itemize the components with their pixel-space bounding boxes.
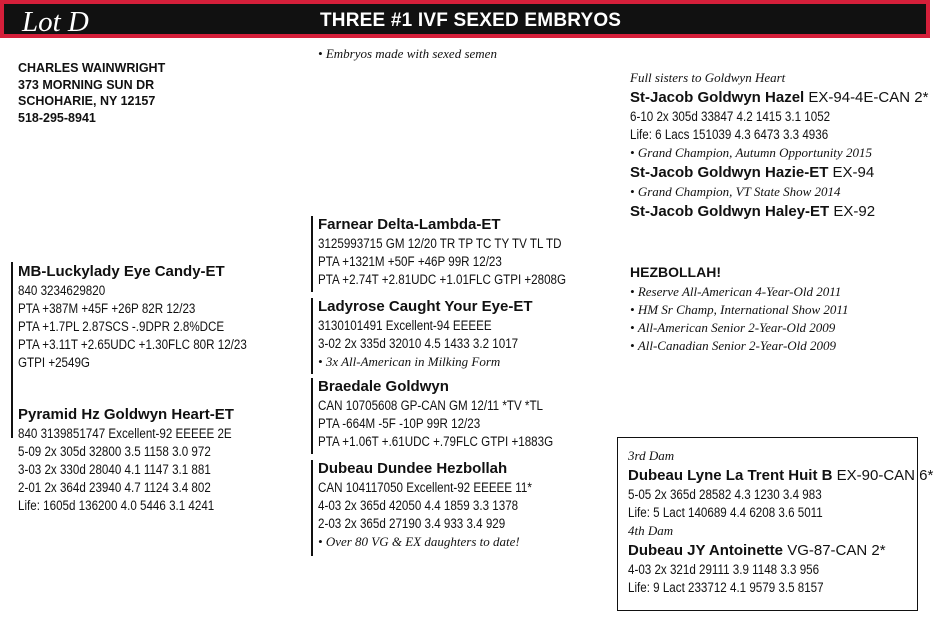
hazel-name: St-Jacob Goldwyn Hazel (630, 89, 805, 106)
hezbollah-block (630, 262, 848, 355)
second-dam-sire-block (318, 376, 591, 451)
lot-label: Lot D (22, 6, 89, 38)
second-dam-line: 5-09 2x 305d 32800 3.5 1158 3.0 972 (18, 444, 211, 459)
hezbollah-note: • Reserve All-American 4-Year-Old 2011 (630, 283, 848, 301)
sire-name: Farnear Delta-Lambda-ET (318, 216, 501, 233)
sire-line: PTA +1321M +50F +46P 99R 12/23 (318, 254, 502, 269)
dam-sire-note: • 3x All-American in Milking Form (318, 353, 551, 371)
lot-header-bar (0, 0, 930, 38)
second-dam-sire-name: Braedale Goldwyn (318, 378, 449, 395)
dam-line: PTA +387M +45F +26P 82R 12/23 (18, 301, 196, 316)
dam-block (18, 261, 284, 372)
haley-name: St-Jacob Goldwyn Haley-ET (630, 203, 830, 220)
hazie-classification: EX-94 (832, 164, 875, 181)
lot-title: THREE #1 IVF SEXED EMBRYOS (320, 10, 622, 31)
dam-sire-block (318, 296, 551, 371)
second-dam-line: 840 3139851747 Excellent-92 EEEEE 2E (18, 426, 232, 441)
hezbollah-note: • All-American Senior 2-Year-Old 2009 (630, 319, 848, 337)
full-sisters-heading: Full sisters to Goldwyn Heart (630, 70, 786, 85)
dam-line: PTA +1.7PL 2.87SCS -.9DPR 2.8%DCE (18, 319, 225, 334)
dam-line: GTPI +2549G (18, 355, 90, 370)
dam-sire-line: 3-02 2x 335d 32010 4.5 1433 3.2 1017 (318, 336, 519, 351)
dam-sire-line: 3130101491 Excellent-94 EEEEE (318, 318, 492, 333)
third-dam-sire-bracket-rule (311, 460, 313, 556)
third-dam-sire-block (318, 458, 567, 551)
consignor-contact (18, 60, 165, 126)
hezbollah-heading: HEZBOLLAH! (630, 264, 721, 280)
consignor-address: 373 MORNING SUN DR (18, 77, 155, 92)
third-dam-sire-line: 4-03 2x 365d 42050 4.4 1859 3.3 1378 (318, 498, 519, 513)
third-dam-sire-line: CAN 104117050 Excellent-92 EEEEE 11* (318, 480, 532, 495)
dam-line: PTA +3.11T +2.65UDC +1.30FLC 80R 12/23 (18, 337, 247, 352)
second-dam-sire-bracket-rule (311, 378, 313, 454)
fourth-dam-record: Life: 9 Lact 233712 4.1 9579 3.5 8157 (628, 580, 824, 595)
hazel-classification: EX-94-4E-CAN 2* (808, 89, 929, 106)
hazel-record: Life: 6 Lacs 151039 4.3 6473 3.3 4936 (630, 127, 829, 142)
hezbollah-note: • HM Sr Champ, International Show 2011 (630, 301, 848, 319)
fourth-dam-label: 4th Dam (628, 523, 674, 538)
haley-classification: EX-92 (833, 203, 876, 220)
fourth-dam-name: Dubeau JY Antoinette (628, 542, 784, 559)
consignor-phone: 518-295-8941 (18, 110, 96, 125)
second-dam-name: Pyramid Hz Goldwyn Heart-ET (18, 406, 234, 423)
second-dam-sire-line: PTA +1.06T +.61UDC +.79FLC GTPI +1883G (318, 434, 554, 449)
consignor-name: CHARLES WAINWRIGHT (18, 61, 166, 75)
third-dam-record: Life: 5 Lact 140689 4.4 6208 3.6 5011 (628, 505, 823, 520)
full-sisters-block (630, 69, 928, 222)
dam-line: 840 3234629820 (18, 283, 106, 298)
dam-bracket-rule (11, 262, 13, 438)
second-dam-line: 3-03 2x 330d 28040 4.1 1147 3.1 881 (18, 462, 211, 477)
sire-line: PTA +2.74T +2.81UDC +1.01FLC GTPI +2808G (318, 272, 567, 287)
second-dam-line: Life: 1605d 136200 4.0 5446 3.1 4241 (18, 498, 215, 513)
second-dam-block (18, 404, 266, 515)
fourth-dam-record: 4-03 2x 321d 29111 3.9 1148 3.3 956 (628, 562, 820, 577)
ancestry-box (617, 437, 934, 611)
sire-block (318, 214, 606, 289)
third-dam-record: 5-05 2x 365d 28582 4.3 1230 3.4 983 (628, 487, 822, 502)
dam-sire-name: Ladyrose Caught Your Eye-ET (318, 298, 533, 315)
third-dam-sire-note: • Over 80 VG & EX daughters to date! (318, 533, 567, 551)
sire-bracket-rule (311, 216, 313, 292)
third-dam-sire-name: Dubeau Dundee Hezbollah (318, 460, 508, 477)
fourth-dam-classification: VG-87-CAN 2* (787, 542, 886, 559)
hazel-note: • Grand Champion, Autumn Opportunity 2015 (630, 144, 928, 162)
second-dam-sire-line: CAN 10705608 GP-CAN GM 12/11 *TV *TL (318, 398, 543, 413)
third-dam-block (628, 447, 933, 597)
third-dam-label: 3rd Dam (628, 448, 675, 463)
dam-sire-bracket-rule (311, 298, 313, 374)
dam-name: MB-Luckylady Eye Candy-ET (18, 263, 225, 280)
embryo-note: • Embryos made with sexed semen (318, 45, 497, 63)
second-dam-line: 2-01 2x 364d 23940 4.7 1124 3.4 802 (18, 480, 211, 495)
hazie-note: • Grand Champion, VT State Show 2014 (630, 183, 928, 201)
third-dam-sire-line: 2-03 2x 365d 27190 3.4 933 3.4 929 (318, 516, 506, 531)
consignor-city: SCHOHARIE, NY 12157 (18, 94, 156, 108)
third-dam-classification: EX-90-CAN 6* (836, 467, 934, 484)
hazel-record: 6-10 2x 305d 33847 4.2 1415 3.1 1052 (630, 109, 831, 124)
sire-line: 3125993715 GM 12/20 TR TP TC TY TV TL TD (318, 236, 562, 251)
hezbollah-note: • All-Canadian Senior 2-Year-Old 2009 (630, 337, 848, 355)
hazie-name: St-Jacob Goldwyn Hazie-ET (630, 164, 829, 181)
third-dam-name: Dubeau Lyne La Trent Huit B (628, 467, 833, 484)
second-dam-sire-line: PTA -664M -5F -10P 99R 12/23 (318, 416, 481, 431)
